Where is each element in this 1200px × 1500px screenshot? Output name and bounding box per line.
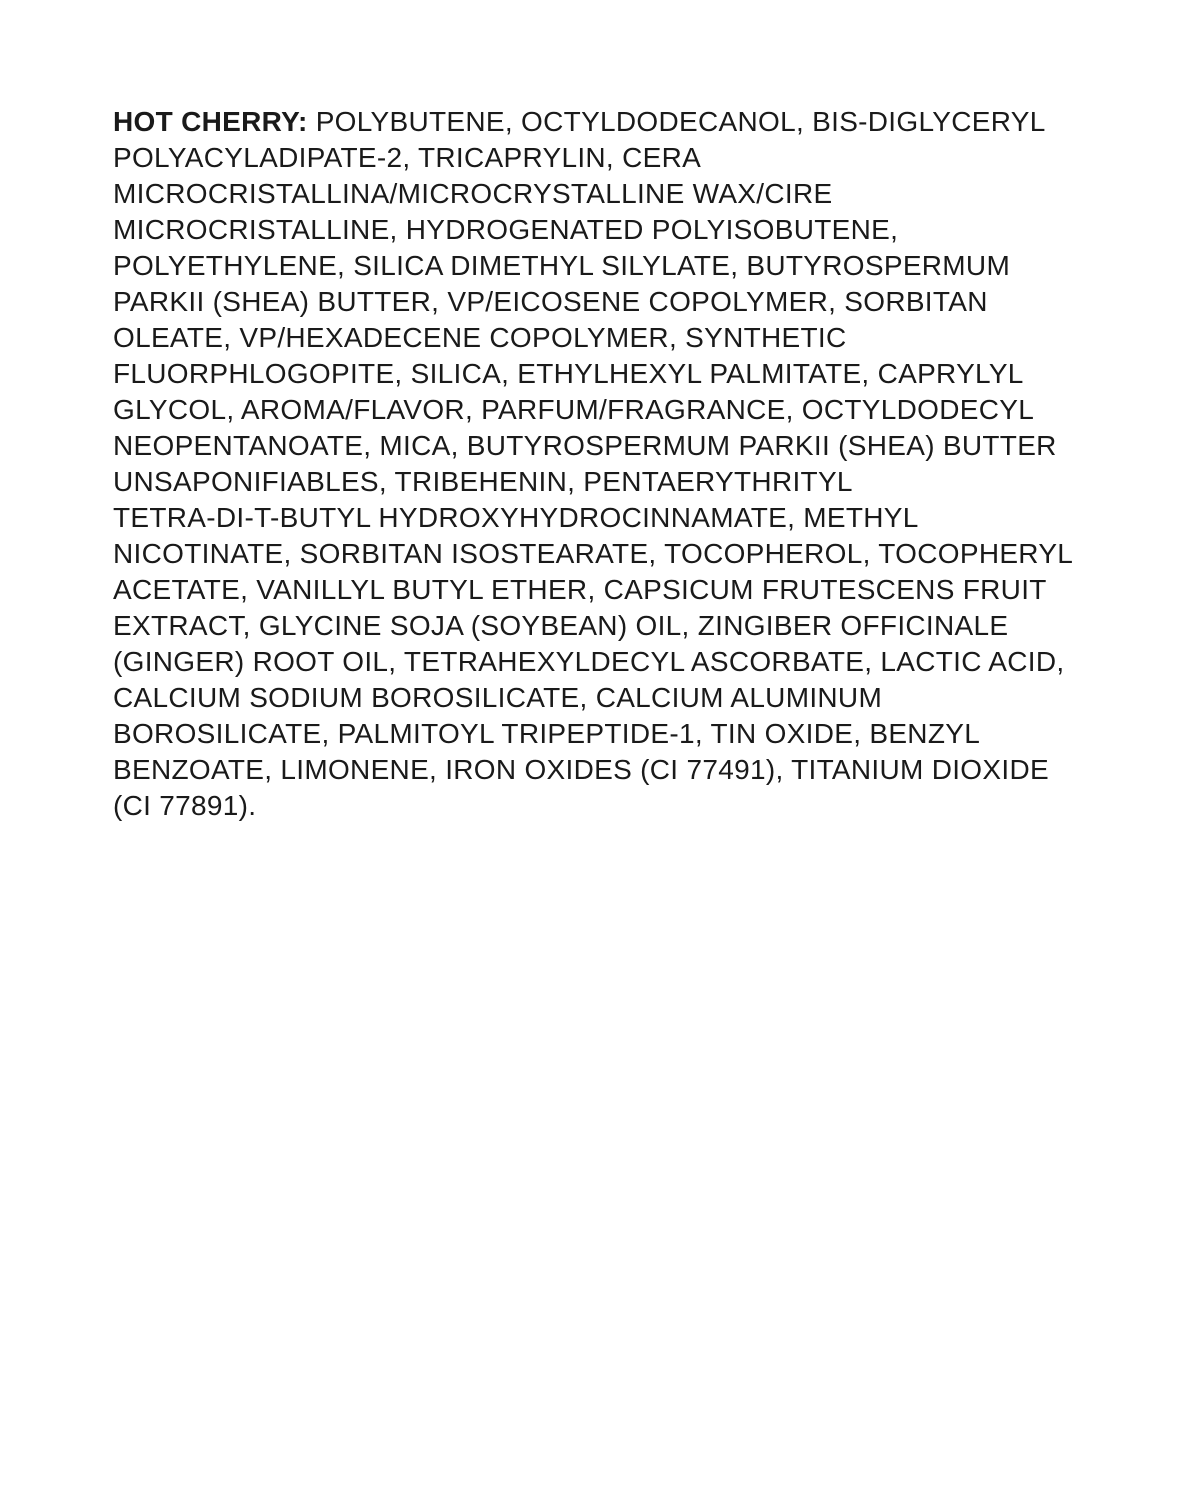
ingredients-line: (GINGER) ROOT OIL, TETRAHEXYLDECYL ASCORBATE, LACTIC ACID, (113, 646, 1065, 677)
ingredients-line: MICROCRISTALLINA/MICROCRYSTALLINE WAX/CIRE (113, 178, 833, 209)
ingredients-line: HOT CHERRY: POLYBUTENE, OCTYLDODECANOL, BIS-DIGLYCERYL (113, 106, 1046, 137)
ingredients-line: PARKII (SHEA) BUTTER, VP/EICOSENE COPOLYMER, SORBITAN (113, 286, 988, 317)
ingredients-line: ACETATE, VANILLYL BUTYL ETHER, CAPSICUM FRUTESCENS FRUIT (113, 574, 1047, 605)
ingredients-line: OLEATE, VP/HEXADECENE COPOLYMER, SYNTHETIC (113, 322, 847, 353)
ingredients-line: FLUORPHLOGOPITE, SILICA, ETHYLHEXYL PALMITATE, CAPRYLYL (113, 358, 1024, 389)
ingredients-line: POLYACYLADIPATE-2, TRICAPRYLIN, CERA (113, 142, 702, 173)
ingredients-line: TETRA-DI-T-BUTYL HYDROXYHYDROCINNAMATE, METHYL (113, 502, 919, 533)
ingredients-line: (CI 77891). (113, 790, 257, 821)
ingredients-line: UNSAPONIFIABLES, TRIBEHENIN, PENTAERYTHRITYL (113, 466, 853, 497)
ingredients-line: GLYCOL, AROMA/FLAVOR, PARFUM/FRAGRANCE, OCTYLDODECYL (113, 394, 1035, 425)
ingredients-line: BOROSILICATE, PALMITOYL TRIPEPTIDE-1, TIN OXIDE, BENZYL (113, 718, 981, 749)
ingredients-line: POLYETHYLENE, SILICA DIMETHYL SILYLATE, BUTYROSPERMUM (113, 250, 1011, 281)
ingredients-line: NEOPENTANOATE, MICA, BUTYROSPERMUM PARKII (SHEA) BUTTER (113, 430, 1057, 461)
ingredients-line: MICROCRISTALLINE, HYDROGENATED POLYISOBUTENE, (113, 214, 899, 245)
ingredients-line: EXTRACT, GLYCINE SOJA (SOYBEAN) OIL, ZINGIBER OFFICINALE (113, 610, 1009, 641)
ingredients-line: BENZOATE, LIMONENE, IRON OXIDES (CI 77491), TITANIUM DIOXIDE (113, 754, 1049, 785)
ingredients-line: NICOTINATE, SORBITAN ISOSTEARATE, TOCOPHEROL, TOCOPHERYL (113, 538, 1074, 569)
ingredients-list (113, 104, 1123, 824)
ingredients-line: CALCIUM SODIUM BOROSILICATE, CALCIUM ALUMINUM (113, 682, 883, 713)
shade-name: HOT CHERRY: (113, 106, 308, 137)
